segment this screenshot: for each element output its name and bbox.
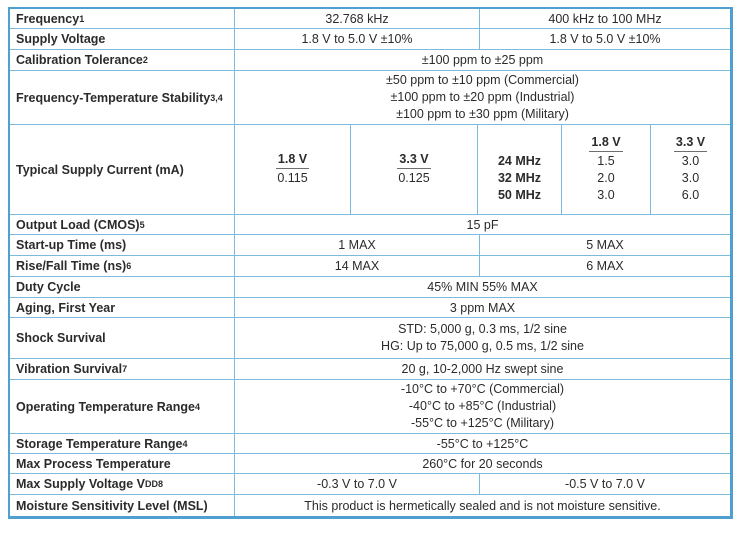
spec-value-multiline: [235, 318, 730, 358]
label-text: Rise/Fall Time (ns): [16, 259, 127, 273]
label-text: Vibration Survival: [16, 362, 123, 376]
spec-label: Vibration Survival 7: [10, 359, 235, 379]
current-value: 0.115: [277, 171, 308, 185]
spec-value: ±100 ppm to ±25 ppm: [421, 53, 544, 67]
spec-value-line: ±50 ppm to ±10 ppm (Commercial): [386, 73, 579, 87]
spec-value-line: -55°C to +125°C (Military): [410, 416, 555, 430]
spec-row-storage-temp-range: [10, 434, 730, 454]
current-value: 6.0: [681, 188, 700, 202]
label-text: Max Supply Voltage V: [16, 477, 145, 491]
spec-label: [10, 454, 235, 473]
spec-value-right: 400 kHz to 100 MHz: [548, 11, 662, 26]
spec-value-line: ±100 ppm to ±20 ppm (Industrial): [390, 90, 575, 104]
spec-value: 15 pF: [466, 217, 499, 232]
spec-value: -55°C to +125°C: [436, 436, 529, 451]
spec-value: 3 ppm MAX: [449, 300, 516, 315]
spec-row-shock-survival: [10, 318, 730, 359]
spec-label: Calibration Tolerance 2: [10, 50, 235, 70]
spec-value-line: -10°C to +70°C (Commercial): [400, 382, 565, 396]
spec-row-calibration-tolerance: [10, 50, 730, 71]
spec-row-max-process-temp: [10, 454, 730, 474]
spec-value: 45% MIN 55% MAX: [427, 280, 538, 294]
spec-row-frequency: [10, 9, 730, 29]
spec-label: Output Load (CMOS) 5: [10, 215, 235, 234]
spec-row-msl: [10, 495, 730, 516]
spec-value: 260°C for 20 seconds: [422, 456, 543, 471]
spec-row-freq-temp-stability: [10, 71, 730, 125]
spec-label: Frequency 1: [10, 9, 235, 28]
spec-value-line: -40°C to +85°C (Industrial): [408, 399, 557, 413]
spec-value-right: 6 MAX: [586, 259, 624, 273]
spec-row-supply-voltage: [10, 29, 730, 50]
spec-label: Frequency-Temperature Stability 3,4: [10, 71, 235, 124]
label-text: Frequency: [16, 11, 80, 26]
spec-value-line: ±100 ppm to ±30 ppm (Military): [396, 107, 569, 121]
spec-row-typical-supply-current: [10, 125, 730, 215]
current-value: 0.125: [398, 171, 430, 185]
spec-label: [10, 495, 235, 516]
spec-row-startup-time: [10, 235, 730, 256]
spec-label: [10, 125, 235, 214]
current-value: 3.0: [681, 154, 700, 168]
label-text: Operating Temperature Range: [16, 399, 195, 414]
supply-current-1v8-highfreq: [562, 125, 651, 214]
voltage-header-underlined: 3.3 V: [674, 135, 707, 152]
supply-current-freq-labels: [478, 125, 562, 214]
spec-row-aging: [10, 298, 730, 318]
spec-value-line: HG: Up to 75,000 g, 0.5 ms, 1/2 sine: [381, 339, 584, 353]
spec-label: Rise/Fall Time (ns) 6: [10, 256, 235, 276]
spec-label: Storage Temperature Range 4: [10, 434, 235, 453]
freq-label: 50 MHz: [497, 188, 542, 202]
spec-label: [10, 235, 235, 255]
label-text: Calibration Tolerance: [16, 53, 143, 67]
spec-value: 20 g, 10-2,000 Hz swept sine: [401, 362, 564, 376]
spec-value: This product is hermetically sealed and is not moisture sensitive.: [304, 498, 661, 513]
spec-value-right: -0.5 V to 7.0 V: [565, 477, 645, 491]
spec-value-right: 5 MAX: [586, 238, 624, 252]
label-text: Typical Supply Current (mA): [16, 162, 184, 177]
spec-label: Max Supply Voltage V DD 8: [10, 474, 235, 494]
label-text: Start-up Time (ms): [16, 238, 127, 252]
spec-value-multiline: [235, 71, 730, 124]
current-value: 1.5: [597, 154, 615, 168]
spec-label: [10, 29, 235, 49]
current-value: 3.0: [597, 188, 615, 202]
spec-row-operating-temp-range: [10, 380, 730, 434]
current-value: 2.0: [597, 171, 615, 185]
current-value: 3.0: [681, 171, 700, 185]
spec-value-left: 1.8 V to 5.0 V ±10%: [235, 29, 480, 49]
label-text: Duty Cycle: [16, 280, 81, 294]
label-text: Storage Temperature Range: [16, 436, 183, 451]
spec-value-right: 1.8 V to 5.0 V ±10%: [549, 32, 661, 46]
label-text: Output Load (CMOS): [16, 217, 140, 232]
supply-current-1v8-lowfreq: [235, 125, 351, 214]
label-text: Shock Survival: [16, 331, 106, 345]
spec-row-output-load: [10, 215, 730, 235]
voltage-header-underlined: 1.8 V: [276, 152, 309, 169]
spec-label: [10, 298, 235, 317]
spec-label: [10, 277, 235, 297]
spec-label: Operating Temperature Range 4: [10, 380, 235, 433]
spec-value-left: 32.768 kHz: [235, 9, 480, 28]
spec-row-duty-cycle: [10, 277, 730, 298]
label-text: Supply Voltage: [16, 32, 106, 46]
spec-label: [10, 318, 235, 358]
label-text: Moisture Sensitivity Level (MSL): [16, 498, 208, 513]
spec-row-vibration-survival: [10, 359, 730, 380]
label-text: Aging, First Year: [16, 300, 116, 315]
voltage-header-underlined: 1.8 V: [589, 135, 622, 152]
spec-value-line: STD: 5,000 g, 0.3 ms, 1/2 sine: [398, 322, 567, 336]
freq-label: 32 MHz: [497, 171, 542, 185]
spec-value-left: -0.3 V to 7.0 V: [235, 474, 480, 494]
label-text: Max Process Temperature: [16, 456, 171, 471]
spec-row-max-supply-voltage: [10, 474, 730, 495]
spec-value-left: 1 MAX: [235, 235, 480, 255]
spec-row-rise-fall-time: [10, 256, 730, 277]
freq-label: 24 MHz: [497, 154, 542, 168]
voltage-header-underlined: 3.3 V: [397, 152, 430, 169]
label-text: Frequency-Temperature Stability: [16, 90, 211, 105]
spec-value-multiline: [235, 380, 730, 433]
spec-table: [8, 7, 733, 519]
supply-current-3v3-lowfreq: [351, 125, 478, 214]
spec-value-left: 14 MAX: [235, 256, 480, 276]
supply-current-3v3-highfreq: [651, 125, 730, 214]
